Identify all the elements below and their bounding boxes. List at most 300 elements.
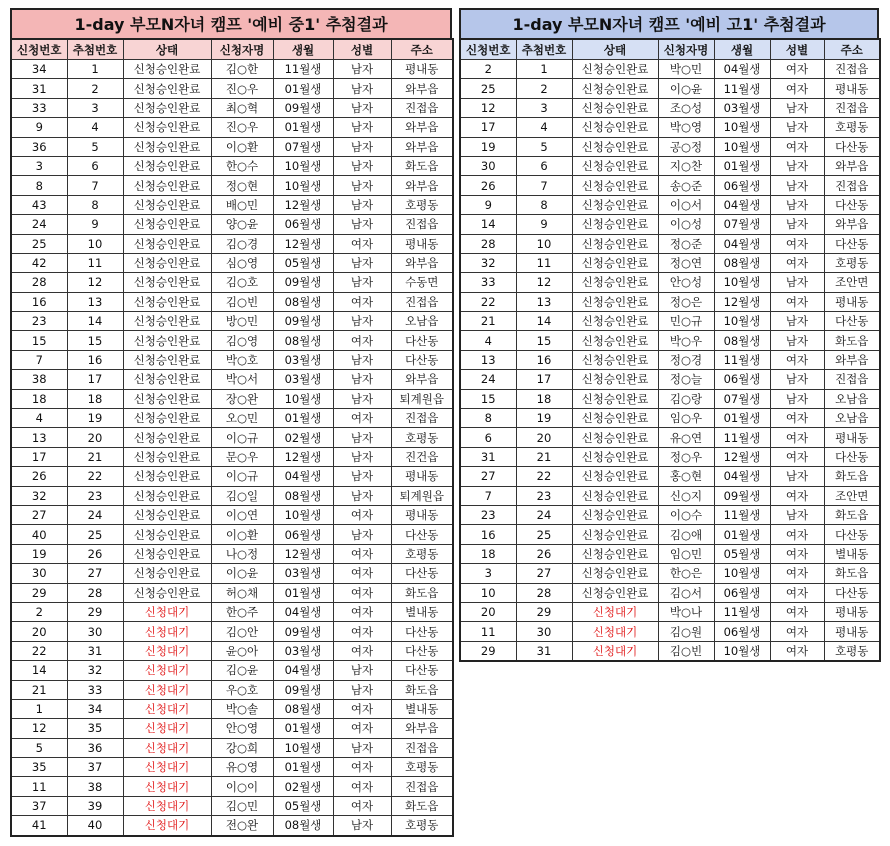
table-row <box>460 544 880 563</box>
table-row <box>460 176 880 195</box>
cell-draw-number: 11 <box>67 253 123 272</box>
cell-address: 오남읍 <box>824 389 880 408</box>
cell-applicant-name: 김○경 <box>211 234 273 253</box>
table-row <box>460 486 880 505</box>
cell-draw-number: 14 <box>67 312 123 331</box>
cell-draw-number: 18 <box>67 389 123 408</box>
cell-application-number: 2 <box>11 602 67 621</box>
table-row <box>11 253 453 272</box>
cell-status: 신청승인완료 <box>572 409 658 428</box>
cell-applicant-name: 진○우 <box>211 79 273 98</box>
cell-draw-number: 12 <box>516 273 572 292</box>
cell-gender: 남자 <box>333 118 391 137</box>
cell-draw-number: 31 <box>67 641 123 660</box>
cell-applicant-name: 정○현 <box>211 176 273 195</box>
table-row <box>11 699 453 718</box>
cell-draw-number: 40 <box>67 816 123 836</box>
cell-status: 신청승인완료 <box>572 428 658 447</box>
cell-applicant-name: 정○우 <box>658 447 714 466</box>
cell-applicant-name: 한○주 <box>211 602 273 621</box>
cell-applicant-name: 우○호 <box>211 680 273 699</box>
cell-applicant-name: 김○호 <box>211 273 273 292</box>
column-header-address: 주소 <box>824 39 880 60</box>
table-row <box>460 60 880 79</box>
cell-applicant-name: 김○원 <box>658 622 714 641</box>
cell-applicant-name: 박○우 <box>658 331 714 350</box>
cell-draw-number: 10 <box>67 234 123 253</box>
cell-application-number: 38 <box>11 370 67 389</box>
cell-status: 신청승인완료 <box>572 137 658 156</box>
table-row <box>460 564 880 583</box>
cell-status: 신청승인완료 <box>123 486 211 505</box>
cell-application-number: 16 <box>11 292 67 311</box>
cell-applicant-name: 이○연 <box>211 505 273 524</box>
cell-application-number: 21 <box>11 680 67 699</box>
cell-draw-number: 32 <box>67 661 123 680</box>
cell-draw-number: 5 <box>67 137 123 156</box>
cell-application-number: 18 <box>460 544 516 563</box>
cell-gender: 여자 <box>770 428 824 447</box>
column-header-application-number: 신청번호 <box>11 39 67 60</box>
cell-application-number: 9 <box>11 118 67 137</box>
cell-status: 신청승인완료 <box>123 370 211 389</box>
cell-status: 신청승인완료 <box>123 176 211 195</box>
cell-birth-month: 03월생 <box>273 370 333 389</box>
cell-status: 신청승인완료 <box>123 312 211 331</box>
table-row <box>460 234 880 253</box>
cell-birth-month: 11월생 <box>273 60 333 79</box>
cell-applicant-name: 신○지 <box>658 486 714 505</box>
cell-birth-month: 05월생 <box>273 796 333 815</box>
cell-applicant-name: 이○성 <box>658 215 714 234</box>
cell-gender: 남자 <box>333 661 391 680</box>
cell-application-number: 27 <box>460 467 516 486</box>
cell-draw-number: 19 <box>516 409 572 428</box>
cell-address: 화도읍 <box>391 796 453 815</box>
cell-address: 별내동 <box>391 699 453 718</box>
cell-address: 다산동 <box>824 312 880 331</box>
high-school-results-table <box>459 38 881 662</box>
table-row <box>460 428 880 447</box>
cell-applicant-name: 이○규 <box>211 428 273 447</box>
cell-address: 와부읍 <box>391 79 453 98</box>
cell-draw-number: 28 <box>67 583 123 602</box>
cell-application-number: 23 <box>460 505 516 524</box>
cell-draw-number: 10 <box>516 234 572 253</box>
cell-applicant-name: 김○빈 <box>658 641 714 661</box>
cell-status: 신청승인완료 <box>123 215 211 234</box>
cell-applicant-name: 김○랑 <box>658 389 714 408</box>
cell-address: 조안면 <box>824 486 880 505</box>
cell-application-number: 17 <box>11 447 67 466</box>
cell-gender: 여자 <box>770 350 824 369</box>
cell-birth-month: 08월생 <box>273 292 333 311</box>
cell-applicant-name: 이○이 <box>211 777 273 796</box>
cell-gender: 남자 <box>333 350 391 369</box>
cell-application-number: 13 <box>460 350 516 369</box>
cell-application-number: 31 <box>460 447 516 466</box>
cell-application-number: 30 <box>460 156 516 175</box>
cell-draw-number: 16 <box>67 350 123 369</box>
cell-status: 신청대기 <box>123 661 211 680</box>
cell-birth-month: 10월생 <box>273 389 333 408</box>
table-row <box>11 719 453 738</box>
cell-address: 다산동 <box>391 564 453 583</box>
table-row <box>11 777 453 796</box>
cell-gender: 여자 <box>770 544 824 563</box>
cell-application-number: 29 <box>460 641 516 661</box>
cell-address: 다산동 <box>824 447 880 466</box>
cell-application-number: 32 <box>460 253 516 272</box>
cell-draw-number: 13 <box>67 292 123 311</box>
cell-draw-number: 19 <box>67 409 123 428</box>
cell-status: 신청대기 <box>123 796 211 815</box>
table-row <box>460 215 880 234</box>
cell-gender: 여자 <box>770 253 824 272</box>
cell-status: 신청대기 <box>572 641 658 661</box>
cell-address: 호평동 <box>824 253 880 272</box>
cell-birth-month: 09월생 <box>273 622 333 641</box>
cell-address: 와부읍 <box>824 156 880 175</box>
cell-status: 신청승인완료 <box>123 253 211 272</box>
cell-gender: 여자 <box>333 544 391 563</box>
table-row <box>11 176 453 195</box>
table-row <box>460 195 880 214</box>
cell-status: 신청승인완료 <box>572 350 658 369</box>
cell-draw-number: 6 <box>67 156 123 175</box>
cell-draw-number: 8 <box>516 195 572 214</box>
cell-application-number: 33 <box>11 98 67 117</box>
cell-gender: 남자 <box>333 253 391 272</box>
cell-gender: 여자 <box>770 641 824 661</box>
cell-gender: 남자 <box>333 79 391 98</box>
cell-address: 별내동 <box>824 544 880 563</box>
cell-birth-month: 03월생 <box>273 641 333 660</box>
cell-application-number: 34 <box>11 60 67 79</box>
cell-gender: 여자 <box>770 564 824 583</box>
cell-applicant-name: 임○우 <box>658 409 714 428</box>
cell-address: 평내동 <box>824 622 880 641</box>
cell-draw-number: 22 <box>67 467 123 486</box>
table-row <box>460 370 880 389</box>
cell-birth-month: 03월생 <box>273 350 333 369</box>
cell-address: 호평동 <box>391 195 453 214</box>
table-row <box>11 641 453 660</box>
cell-gender: 남자 <box>770 273 824 292</box>
cell-birth-month: 02월생 <box>273 777 333 796</box>
cell-application-number: 18 <box>11 389 67 408</box>
cell-gender: 남자 <box>333 370 391 389</box>
cell-status: 신청승인완료 <box>572 486 658 505</box>
table-row <box>11 137 453 156</box>
cell-address: 평내동 <box>824 79 880 98</box>
table-row <box>460 292 880 311</box>
cell-address: 진접읍 <box>824 98 880 117</box>
cell-birth-month: 12월생 <box>273 544 333 563</box>
cell-address: 화도읍 <box>824 467 880 486</box>
cell-draw-number: 26 <box>516 544 572 563</box>
cell-gender: 남자 <box>770 505 824 524</box>
cell-applicant-name: 문○우 <box>211 447 273 466</box>
cell-applicant-name: 김○빈 <box>211 292 273 311</box>
cell-birth-month: 08월생 <box>714 331 770 350</box>
cell-applicant-name: 최○혁 <box>211 98 273 117</box>
table-row <box>11 622 453 641</box>
cell-gender: 남자 <box>333 389 391 408</box>
cell-applicant-name: 윤○아 <box>211 641 273 660</box>
cell-draw-number: 13 <box>516 292 572 311</box>
cell-birth-month: 06월생 <box>714 583 770 602</box>
cell-application-number: 4 <box>460 331 516 350</box>
table-row <box>11 98 453 117</box>
cell-draw-number: 25 <box>67 525 123 544</box>
cell-gender: 여자 <box>333 564 391 583</box>
cell-birth-month: 10월생 <box>273 176 333 195</box>
cell-gender: 여자 <box>333 758 391 777</box>
cell-status: 신청대기 <box>572 602 658 621</box>
cell-draw-number: 3 <box>516 98 572 117</box>
cell-status: 신청승인완료 <box>123 525 211 544</box>
table-row <box>11 816 453 836</box>
table-row <box>11 738 453 757</box>
table-row <box>11 564 453 583</box>
cell-gender: 여자 <box>770 622 824 641</box>
cell-draw-number: 33 <box>67 680 123 699</box>
cell-applicant-name: 양○윤 <box>211 215 273 234</box>
cell-applicant-name: 박○솔 <box>211 699 273 718</box>
table-row <box>11 292 453 311</box>
cell-status: 신청승인완료 <box>123 156 211 175</box>
cell-gender: 남자 <box>333 428 391 447</box>
cell-status: 신청대기 <box>123 738 211 757</box>
column-header-status: 상태 <box>572 39 658 60</box>
cell-application-number: 41 <box>11 816 67 836</box>
cell-status: 신청승인완료 <box>572 583 658 602</box>
cell-address: 와부읍 <box>391 118 453 137</box>
cell-draw-number: 29 <box>67 602 123 621</box>
cell-gender: 남자 <box>770 195 824 214</box>
cell-application-number: 5 <box>11 738 67 757</box>
cell-gender: 남자 <box>333 447 391 466</box>
table-row <box>11 234 453 253</box>
cell-status: 신청승인완료 <box>572 389 658 408</box>
cell-address: 와부읍 <box>824 215 880 234</box>
cell-applicant-name: 정○경 <box>658 350 714 369</box>
cell-draw-number: 22 <box>516 467 572 486</box>
cell-address: 진접읍 <box>391 777 453 796</box>
cell-applicant-name: 조○성 <box>658 98 714 117</box>
cell-address: 진접읍 <box>824 370 880 389</box>
cell-address: 호평동 <box>391 816 453 836</box>
cell-applicant-name: 안○성 <box>658 273 714 292</box>
table-row <box>11 428 453 447</box>
cell-applicant-name: 정○연 <box>658 253 714 272</box>
column-header-gender: 성별 <box>770 39 824 60</box>
cell-birth-month: 07월생 <box>714 215 770 234</box>
table-row <box>11 486 453 505</box>
cell-application-number: 33 <box>460 273 516 292</box>
cell-address: 다산동 <box>391 622 453 641</box>
cell-draw-number: 27 <box>67 564 123 583</box>
cell-draw-number: 17 <box>67 370 123 389</box>
cell-gender: 여자 <box>770 409 824 428</box>
cell-birth-month: 01월생 <box>714 409 770 428</box>
table-row <box>11 195 453 214</box>
cell-draw-number: 11 <box>516 253 572 272</box>
cell-application-number: 15 <box>460 389 516 408</box>
cell-gender: 여자 <box>333 583 391 602</box>
column-header-birth-month: 생월 <box>273 39 333 60</box>
cell-birth-month: 03월생 <box>273 564 333 583</box>
cell-address: 화도읍 <box>391 156 453 175</box>
cell-address: 진접읍 <box>824 60 880 79</box>
cell-birth-month: 11월생 <box>714 79 770 98</box>
cell-gender: 여자 <box>333 796 391 815</box>
cell-status: 신청승인완료 <box>123 79 211 98</box>
cell-draw-number: 3 <box>67 98 123 117</box>
cell-applicant-name: 이○환 <box>211 137 273 156</box>
cell-birth-month: 09월생 <box>714 486 770 505</box>
cell-applicant-name: 이○윤 <box>211 564 273 583</box>
cell-birth-month: 05월생 <box>273 253 333 272</box>
cell-birth-month: 03월생 <box>714 98 770 117</box>
cell-applicant-name: 박○민 <box>658 60 714 79</box>
cell-gender: 남자 <box>333 525 391 544</box>
cell-applicant-name: 정○준 <box>658 234 714 253</box>
cell-status: 신청대기 <box>123 641 211 660</box>
cell-application-number: 29 <box>11 583 67 602</box>
cell-application-number: 9 <box>460 195 516 214</box>
column-header-status: 상태 <box>123 39 211 60</box>
cell-address: 호평동 <box>824 118 880 137</box>
cell-birth-month: 01월생 <box>273 583 333 602</box>
cell-gender: 남자 <box>770 176 824 195</box>
cell-application-number: 4 <box>11 409 67 428</box>
cell-application-number: 32 <box>11 486 67 505</box>
cell-draw-number: 4 <box>67 118 123 137</box>
cell-birth-month: 06월생 <box>273 525 333 544</box>
cell-birth-month: 04월생 <box>714 60 770 79</box>
cell-status: 신청승인완료 <box>123 292 211 311</box>
cell-gender: 남자 <box>333 816 391 836</box>
column-header-gender: 성별 <box>333 39 391 60</box>
table-row <box>11 331 453 350</box>
table-header-row <box>11 39 453 60</box>
cell-birth-month: 12월생 <box>714 447 770 466</box>
cell-application-number: 11 <box>11 777 67 796</box>
cell-application-number: 25 <box>11 234 67 253</box>
table-row <box>11 544 453 563</box>
cell-address: 다산동 <box>391 525 453 544</box>
cell-status: 신청대기 <box>123 602 211 621</box>
cell-birth-month: 01월생 <box>273 719 333 738</box>
cell-gender: 남자 <box>333 60 391 79</box>
cell-gender: 남자 <box>333 156 391 175</box>
cell-status: 신청승인완료 <box>123 583 211 602</box>
cell-birth-month: 08월생 <box>273 816 333 836</box>
cell-birth-month: 11월생 <box>714 428 770 447</box>
cell-applicant-name: 진○우 <box>211 118 273 137</box>
cell-status: 신청승인완료 <box>123 195 211 214</box>
cell-status: 신청승인완료 <box>572 98 658 117</box>
cell-birth-month: 08월생 <box>273 486 333 505</box>
cell-draw-number: 15 <box>516 331 572 350</box>
table-row <box>460 137 880 156</box>
cell-applicant-name: 민○규 <box>658 312 714 331</box>
cell-gender: 남자 <box>770 156 824 175</box>
table-row <box>11 583 453 602</box>
cell-birth-month: 10월생 <box>714 118 770 137</box>
cell-applicant-name: 김○서 <box>658 583 714 602</box>
table-row <box>460 118 880 137</box>
cell-applicant-name: 심○영 <box>211 253 273 272</box>
cell-address: 와부읍 <box>391 137 453 156</box>
cell-application-number: 7 <box>11 350 67 369</box>
cell-applicant-name: 배○민 <box>211 195 273 214</box>
cell-birth-month: 04월생 <box>714 467 770 486</box>
cell-draw-number: 7 <box>67 176 123 195</box>
cell-birth-month: 09월생 <box>273 312 333 331</box>
cell-gender: 남자 <box>333 176 391 195</box>
cell-draw-number: 35 <box>67 719 123 738</box>
table-row <box>11 661 453 680</box>
cell-status: 신청승인완료 <box>572 312 658 331</box>
cell-status: 신청승인완료 <box>572 79 658 98</box>
table-row <box>11 273 453 292</box>
cell-status: 신청대기 <box>123 680 211 699</box>
cell-birth-month: 08월생 <box>273 699 333 718</box>
cell-status: 신청승인완료 <box>123 544 211 563</box>
cell-address: 화도읍 <box>824 331 880 350</box>
table-row <box>460 525 880 544</box>
cell-applicant-name: 정○은 <box>658 292 714 311</box>
cell-birth-month: 12월생 <box>273 234 333 253</box>
table-row <box>11 758 453 777</box>
cell-application-number: 12 <box>460 98 516 117</box>
cell-status: 신청대기 <box>123 777 211 796</box>
cell-draw-number: 20 <box>516 428 572 447</box>
cell-status: 신청대기 <box>572 622 658 641</box>
cell-draw-number: 12 <box>67 273 123 292</box>
cell-applicant-name: 김○윤 <box>211 661 273 680</box>
cell-draw-number: 6 <box>516 156 572 175</box>
cell-address: 평내동 <box>824 428 880 447</box>
cell-birth-month: 01월생 <box>714 156 770 175</box>
cell-applicant-name: 오○민 <box>211 409 273 428</box>
cell-applicant-name: 강○희 <box>211 738 273 757</box>
table-row <box>11 602 453 621</box>
cell-status: 신청승인완료 <box>123 60 211 79</box>
cell-applicant-name: 김○애 <box>658 525 714 544</box>
cell-address: 평내동 <box>391 505 453 524</box>
cell-address: 호평동 <box>391 544 453 563</box>
cell-status: 신청승인완료 <box>123 564 211 583</box>
cell-applicant-name: 이○윤 <box>658 79 714 98</box>
cell-status: 신청승인완료 <box>572 447 658 466</box>
cell-gender: 남자 <box>333 467 391 486</box>
cell-gender: 여자 <box>333 641 391 660</box>
column-header-address: 주소 <box>391 39 453 60</box>
cell-status: 신청승인완료 <box>123 428 211 447</box>
cell-gender: 여자 <box>770 486 824 505</box>
column-header-draw-number: 추첨번호 <box>516 39 572 60</box>
cell-status: 신청승인완료 <box>572 234 658 253</box>
cell-status: 신청승인완료 <box>572 370 658 389</box>
cell-gender: 여자 <box>333 719 391 738</box>
cell-status: 신청승인완료 <box>123 389 211 408</box>
cell-gender: 여자 <box>333 292 391 311</box>
cell-gender: 남자 <box>770 467 824 486</box>
